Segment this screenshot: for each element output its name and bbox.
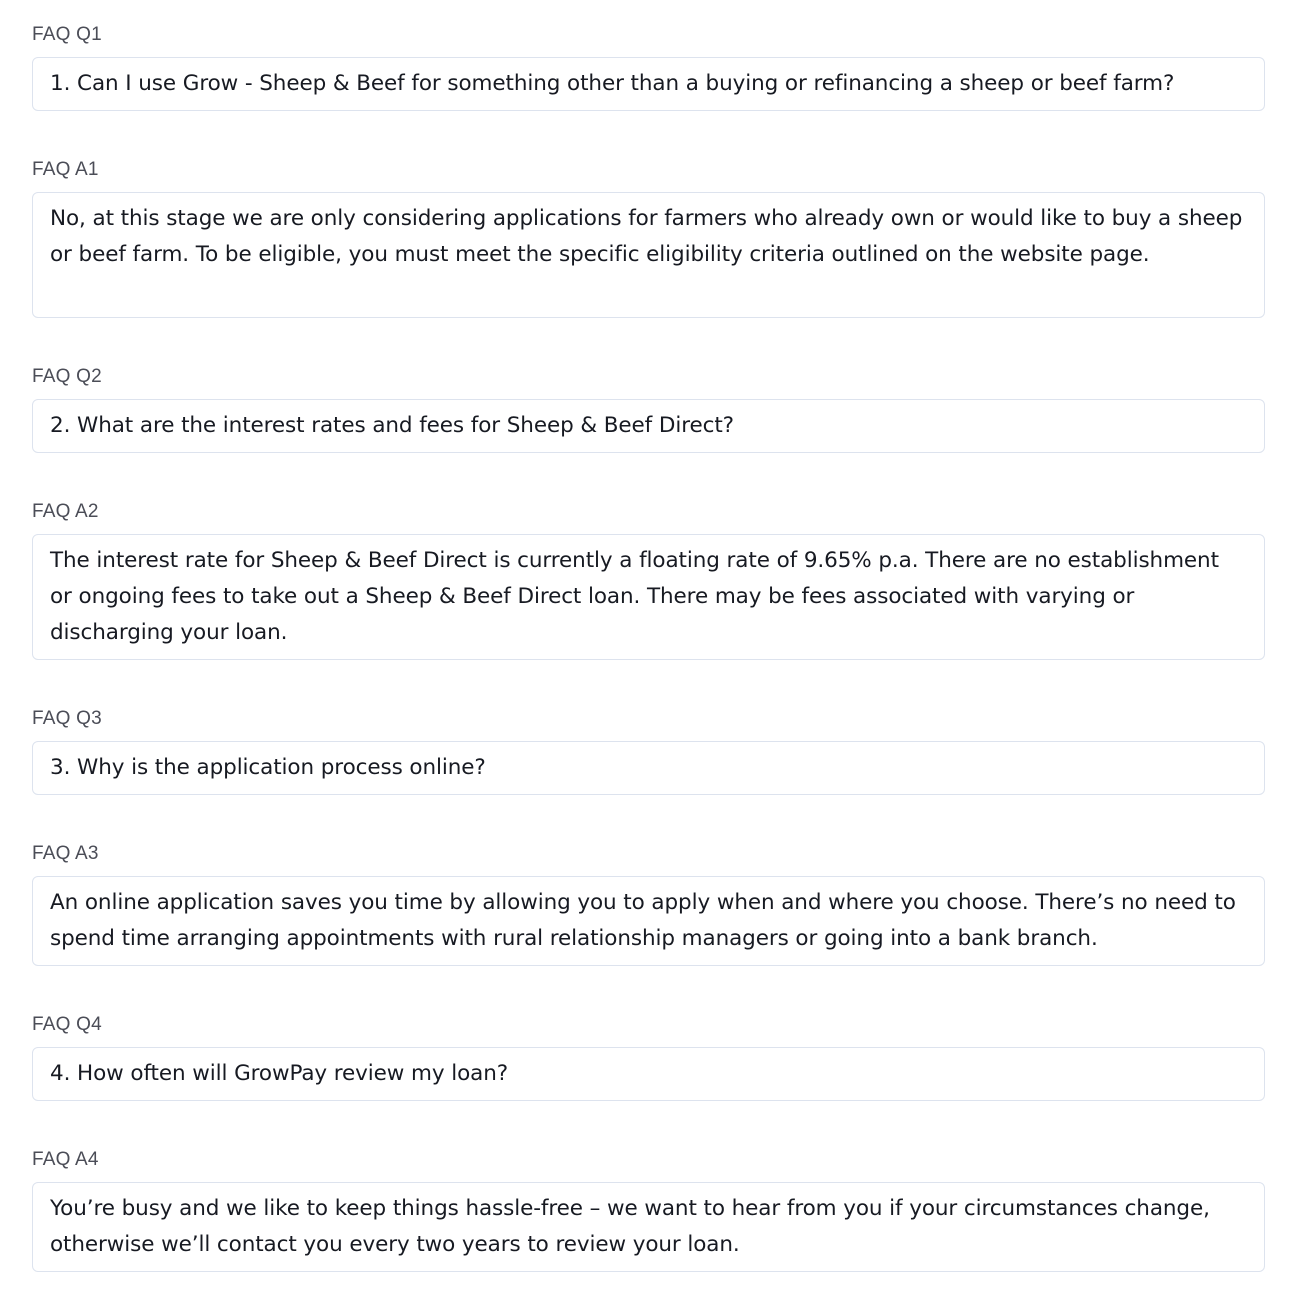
- faq-q4-input[interactable]: 4. How often will GrowPay review my loan?: [32, 1047, 1265, 1101]
- faq-a2-label: FAQ A2: [32, 501, 99, 522]
- faq-a4-textarea[interactable]: You’re busy and we like to keep things hassle-free – we want to hear from you if your circumstances change, otherwise we’ll contact you every two years to review your loan.: [32, 1182, 1265, 1272]
- faq-q4-label: FAQ Q4: [32, 1014, 102, 1035]
- faq-q2-input[interactable]: 2. What are the interest rates and fees for Sheep & Beef Direct?: [32, 399, 1265, 453]
- faq-q3-label: FAQ Q3: [32, 708, 102, 729]
- faq-a3-textarea[interactable]: An online application saves you time by allowing you to apply when and where you choose. There’s no need to spend time arranging appointments with rural relationship managers or going into a bank branch.: [32, 876, 1265, 966]
- faq-q3-input[interactable]: 3. Why is the application process online?: [32, 741, 1265, 795]
- faq-a3-label: FAQ A3: [32, 843, 99, 864]
- faq-q1-input[interactable]: 1. Can I use Grow - Sheep & Beef for something other than a buying or refinancing a sheep or beef farm?: [32, 57, 1265, 111]
- faq-q1-label: FAQ Q1: [32, 24, 102, 45]
- faq-q2-label: FAQ Q2: [32, 366, 102, 387]
- faq-a1-textarea[interactable]: No, at this stage we are only considering applications for farmers who already own or would like to buy a sheep or beef farm. To be eligible, you must meet the specific eligibility criteria outlined on the website page.: [32, 192, 1265, 318]
- faq-a4-label: FAQ A4: [32, 1149, 99, 1170]
- faq-a1-label: FAQ A1: [32, 159, 99, 180]
- faq-a2-textarea[interactable]: The interest rate for Sheep & Beef Direct is currently a floating rate of 9.65% p.a. There are no establishment or ongoing fees to take out a Sheep & Beef Direct loan. There may be fees associated with varying or discharging your loan.: [32, 534, 1265, 660]
